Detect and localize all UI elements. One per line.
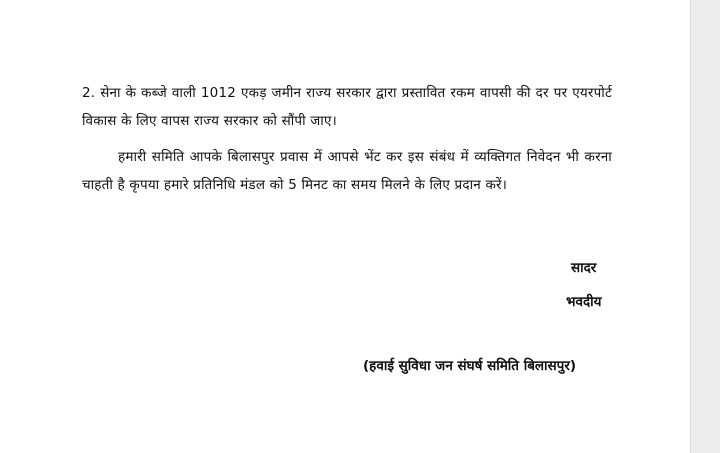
salutation-text: सादर [571,260,597,276]
signatory-text: (हवाई सुविधा जन संघर्ष समिति बिलासपुर) [363,358,577,374]
viewer-margin [690,0,720,453]
request-paragraph: हमारी समिति आपके बिलासपुर प्रवास में आपसे भेंट कर इस संबंध में व्यक्तिगत निवेदन भी करना चाहती है कृपया हमारे प्रतिनिधि मंडल को 5 मिनट का समय मिलने के लिए प्रदान करें। [82,149,612,193]
sign-off-text: भवदीय [566,294,602,310]
point-2-paragraph: 2. सेना के कब्जे वाली 1012 एकड़ जमीन राज्य सरकार द्वारा प्रस्तावित रकम वापसी की दर पर एयरपोर्ट विकास के लिए वापस राज्य सरकार को सौंपी जाए। [82,85,612,129]
